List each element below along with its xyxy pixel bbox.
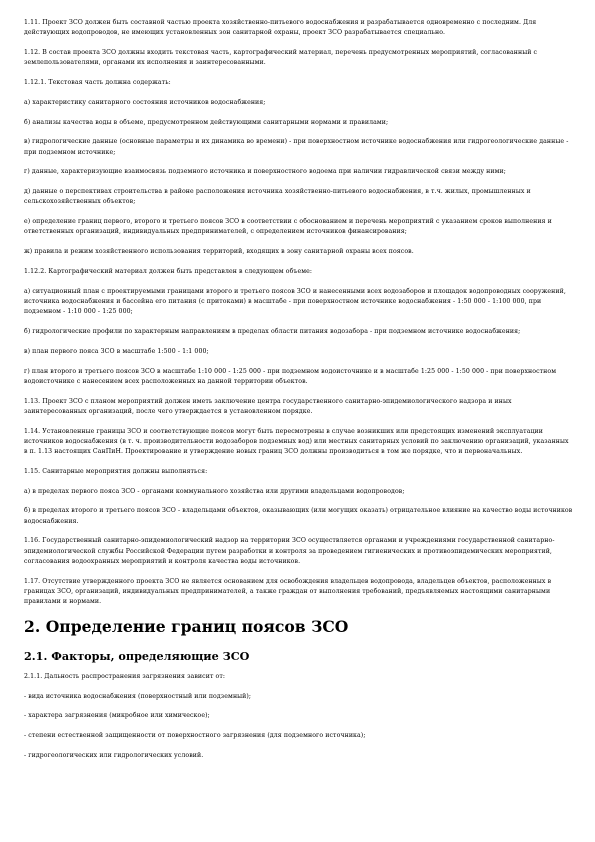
paragraph: - характера загрязнения (микробное или химическое); <box>24 712 210 720</box>
section-heading: 2. Определение границ поясов ЗСО <box>24 616 349 636</box>
paragraph: 1.12.1. Текстовая часть должна содержать: <box>24 79 171 86</box>
paragraph: б) гидрологические профили по характерным направлениям в пределах области питания водозабора - при подземном источнике водоснабжения; <box>24 327 521 335</box>
paragraph: б) в пределах второго и третьего поясов ЗСО - владельцами объектов, оказывающих (или могущих оказать) отрицательное влияние на качество воды источников водоснабжения. <box>24 507 573 525</box>
paragraph: ж) правила и режим хозяйственного использования территорий, входящих в зону санитарной охраны всех поясов. <box>24 248 414 256</box>
paragraph: г) план второго и третьего поясов ЗСО в масштабе 1:10 000 - 1:25 000 - при подземном водоисточнике и в масштабе 1:25 000 - 1:50 000 - при поверхностном водоисточнике с нанесением всех расположенных на данной территории объектов. <box>24 367 557 385</box>
paragraph: д) данные о перспективах строительства в районе расположения источника хозяйственно-питьевого водоснабжения, в т.ч. жилых, промышленных и сельскохозяйственных объектов; <box>24 188 531 206</box>
paragraph: 1.16. Государственный санитарно-эпидемиологический надзор на территории ЗСО осуществляется органами и учреждениями государственной санитарно-эпидемиологической службы Российской Федерации путем разработки и контроля за проведением гигиенических и противоэпидемических мероприятий, согласования водоохранных мероприятий и контроля качества воды источников. <box>24 537 555 565</box>
paragraph: 1.12.2. Картографический материал должен быть представлен в следующем объеме: <box>24 267 313 275</box>
paragraph: а) характеристику санитарного состояния источников водоснабжения; <box>24 98 266 106</box>
paragraph: е) определение границ первого, второго и третьего поясов ЗСО в соответствии с обоснованием и перечень мероприятий с указанием сроков выполнения и ответственных организаций, индивидуальных предпринимателей, с определением источников финансирования; <box>24 218 552 236</box>
paragraph: - вида источника водоснабжения (поверхностный или подземный); <box>24 692 252 700</box>
paragraph: - гидрогеологических или гидрологических условий. <box>24 751 204 759</box>
paragraph: 2.1.1. Дальность распространения загрязнения зависит от: <box>24 672 226 680</box>
paragraph: 1.15. Санитарные мероприятия должны выполняться: <box>24 467 208 475</box>
paragraph: - степени естественной защищенности от поверхностного загрязнения (для подземного источника); <box>24 732 366 740</box>
paragraph: а) в пределах первого пояса ЗСО - органами коммунального хозяйства или другими владельцами водопроводов; <box>24 487 405 495</box>
paragraph: б) анализы качества воды в объеме, предусмотренном действующими санитарными нормами и правилами; <box>24 118 389 126</box>
section-2-body <box>24 672 573 761</box>
paragraph: а) ситуационный план с проектируемыми границами второго и третьего поясов ЗСО и нанесенными всех водозаборов и площадок водопроводных сооружений, источника водоснабжения и бассейна его питания (с притоками) в масштабе - при поверхностном источнике водоснабжения - 1:50 000 - 1:100 000, при подземном - 1:10 000 - 1:25 000; <box>24 287 566 316</box>
section-1-body <box>24 18 573 607</box>
subsection-heading: 2.1. Факторы, определяющие ЗСО <box>24 648 250 663</box>
paragraph: в) гидрологические данные (основные параметры и их динамика во времени) - при поверхностном источнике водоснабжения или гидрогеологические данные - при подземном источнике; <box>24 138 569 156</box>
paragraph: в) план первого пояса ЗСО в масштабе 1:500 - 1:1 000; <box>24 347 209 355</box>
paragraph: г) данные, характеризующие взаимосвязь подземного источника и поверхностного водоема при наличии гидравлической связи между ними; <box>24 168 506 176</box>
paragraph: 1.17. Отсутствие утвержденного проекта ЗСО не является основанием для освобождения владельцев водопровода, владельцев объектов, расположенных в границах ЗСО, организаций, индивидуальных предпринимателей, а также граждан от выполнения требований, предъявляемых настоящими санитарными правилами и нормами. <box>24 577 552 605</box>
paragraph: 1.13. Проект ЗСО с планом мероприятий должен иметь заключение центра государственного санитарно-эпидемиологического надзора и иных заинтересованных организаций, после чего утверждается в установленном порядке. <box>24 397 512 415</box>
paragraph: 1.11. Проект ЗСО должен быть составной частью проекта хозяйственно-питьевого водоснабжения и разрабатывается одновременно с последним. Для действующих водопроводов, не имеющих установленных зон санитарной охраны, проект ЗСО разрабатывается специально. <box>24 19 537 37</box>
paragraph: 1.14. Установленные границы ЗСО и соответствующие поясов могут быть пересмотрены в случае возникших или предстоящих изменений эксплуатации источников водоснабжения (в т. ч. производительности водозаборов подземных вод) или местных санитарных условий по заключению организаций, указанных в п. 1.13 настоящих СанПиН. Проектирование и утверждение новых границ ЗСО должны производиться в том же порядке, что и первоначальных. <box>24 427 569 455</box>
paragraph: 1.12. В состав проекта ЗСО должны входить текстовая часть, картографический материал, перечень предусмотренных мероприятий, согласованный с землепользователями, органами их исполнения и заинтересованными. <box>24 49 538 67</box>
